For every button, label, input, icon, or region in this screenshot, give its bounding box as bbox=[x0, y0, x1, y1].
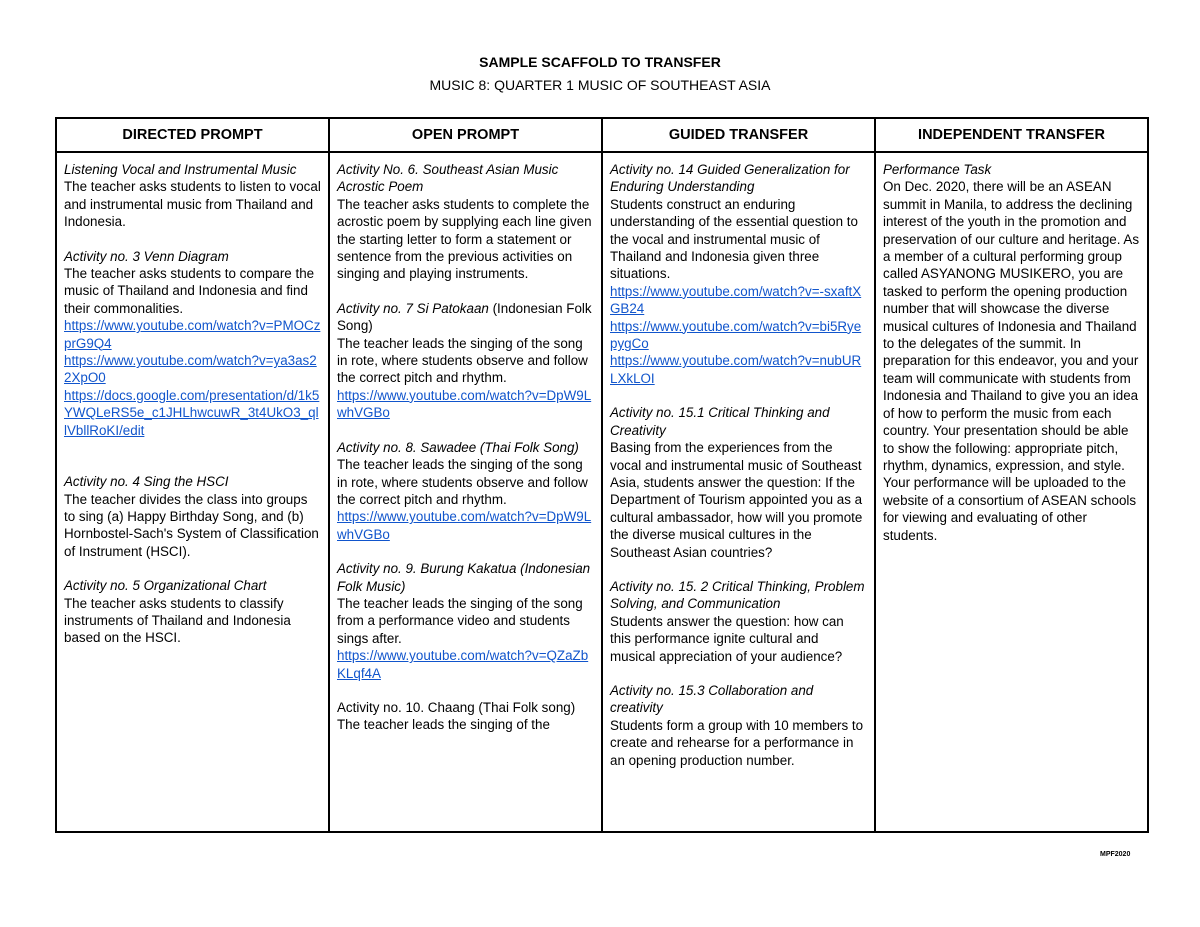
footer-code: MPF2020 bbox=[1100, 851, 1131, 858]
resource-link[interactable]: https://www.youtube.com/watch?v=ya3as22XpO0 bbox=[64, 353, 317, 386]
activity-text: The teacher leads the singing of the song in rote, where students observe and follow the correct pitch and rhythm. bbox=[337, 335, 588, 386]
activity-text: The teacher asks students to complete the acrostic poem by supplying each line given the starting letter to form a statement or sentence from the previous activities on singing and playing instruments. bbox=[337, 196, 592, 282]
guided-transfer-cell bbox=[602, 152, 875, 832]
resource-link[interactable]: https://www.youtube.com/watch?v=-sxaftXGB24 bbox=[610, 283, 862, 317]
page-subtitle: MUSIC 8: QUARTER 1 MUSIC OF SOUTHEAST ASIA bbox=[429, 77, 771, 93]
activity-text: The teacher asks students to classify instruments of Thailand and Indonesia based on the HSCI. bbox=[64, 595, 291, 646]
open-prompt-cell bbox=[329, 152, 602, 832]
activity-text: Students answer the question: how can this performance ignite cultural and musical appreciation of your audience? bbox=[610, 613, 844, 664]
resource-link[interactable]: https://www.youtube.com/watch?v=nubURLXkLOI bbox=[610, 353, 862, 386]
activity-text: The teacher divides the class into groups to sing (a) Happy Birthday Song, and (b) Hornbostel-Sach's System of Classification of Instrument (HSCI). bbox=[64, 491, 319, 559]
table-header-row bbox=[56, 118, 1148, 152]
activity-title-line bbox=[337, 300, 594, 335]
activity-title: Activity no. 15.3 Collaboration and creativity bbox=[610, 682, 814, 716]
activity-text: The teacher leads the singing of the bbox=[337, 717, 550, 733]
activity-text: Basing from the experiences from the vocal and instrumental music of Southeast Asia, students answer the question: If the Department of Tourism appointed you as a cultural ambassador, how will you promote the diverse musical cultures in the Southeast Asian countries? bbox=[610, 440, 863, 560]
activity-title: Activity no. 9. Burung Kakatua (Indonesian Folk Music) bbox=[337, 561, 591, 594]
resource-link[interactable]: https://www.youtube.com/watch?v=QZaZbKLqf4A bbox=[337, 648, 589, 681]
activity-text: The teacher leads the singing of the song from a performance video and students sings after. bbox=[337, 595, 583, 646]
activity-title-suffix: (Indonesian Folk Song) bbox=[337, 300, 592, 334]
activity-title: Activity no. 10. Chaang (Thai Folk song) bbox=[337, 699, 576, 715]
resource-link[interactable]: https://www.youtube.com/watch?v=DpW9LwhVGBo bbox=[337, 387, 592, 421]
resource-link[interactable]: https://docs.google.com/presentation/d/1k5YWQLeRS5e_c1JHLhwcuwR_3t4UkO3_qllVbllRoKI/edit bbox=[64, 387, 320, 438]
activity-text: The teacher asks students to listen to vocal and instrumental music from Thailand and Indonesia. bbox=[64, 179, 321, 230]
column-header-directed: DIRECTED PROMPT bbox=[56, 118, 329, 152]
independent-transfer-cell bbox=[875, 152, 1148, 832]
activity-title: Activity no. 3 Venn Diagram bbox=[64, 248, 229, 264]
resource-link[interactable]: https://www.youtube.com/watch?v=PMOCzprG9Q4 bbox=[64, 318, 321, 351]
resource-link[interactable]: https://www.youtube.com/watch?v=DpW9LwhVGBo bbox=[337, 509, 592, 542]
column-header-open: OPEN PROMPT bbox=[329, 118, 602, 152]
column-header-independent: INDEPENDENT TRANSFER bbox=[875, 118, 1148, 152]
activity-title: Activity no. 7 Si Patokaan bbox=[337, 300, 489, 316]
activity-title: Performance Task bbox=[883, 162, 992, 177]
activity-title: Activity no. 14 Guided Generalization for Enduring Understanding bbox=[610, 162, 850, 195]
activity-title: Activity no. 15.1 Critical Thinking and Creativity bbox=[610, 405, 830, 438]
activity-title: Activity no. 8. Sawadee (Thai Folk Song) bbox=[337, 439, 579, 455]
table-body-row bbox=[56, 152, 1148, 832]
activity-title: Activity No. 6. Southeast Asian Music Acrostic Poem bbox=[337, 162, 559, 195]
activity-text: Students form a group with 10 members to create and rehearse for a performance in an opening production number. bbox=[610, 717, 864, 768]
resource-link[interactable]: https://www.youtube.com/watch?v=bi5RyepygCo bbox=[610, 318, 862, 352]
activity-title: Activity no. 15. 2 Critical Thinking, Problem Solving, and Communication bbox=[610, 578, 865, 612]
activity-text: Students construct an enduring understanding of the essential question to the vocal and instrumental music of Thailand and Indonesia given three situations. bbox=[610, 196, 858, 282]
column-header-guided: GUIDED TRANSFER bbox=[602, 118, 875, 152]
scaffold-table bbox=[55, 117, 1149, 833]
directed-prompt-cell bbox=[56, 152, 329, 832]
page-title: SAMPLE SCAFFOLD TO TRANSFER bbox=[479, 54, 721, 70]
activity-title: Activity no. 4 Sing the HSCI bbox=[64, 474, 229, 490]
activity-text: The teacher leads the singing of the song in rote, where students observe and follow the correct pitch and rhythm. bbox=[337, 457, 588, 507]
activity-text: On Dec. 2020, there will be an ASEAN summit in Manila, to address the declining interest of the youth in the promotion and preservation of our culture and heritage. As a member of a cultural performing group called ASYANONG MUSIKERO, you are tasked to perform the opening production number that will showcase the diverse musical cultures of Indonesia and Thailand to the delegates of the summit. In preparation for this endeavor, you and your team will communicate with students from Indonesia and Thailand to give you an idea of how to perform the music from each country. Your presentation should be able to show the following: appropriate pitch, rhythm, dynamics, expression, and style. Your performance will be uploaded to the website of a consortium of ASEAN schools for viewing and evaluating of other students. bbox=[883, 179, 1140, 543]
activity-text: The teacher asks students to compare the music of Thailand and Indonesia and find their commonalities. bbox=[64, 266, 315, 316]
activity-title: Listening Vocal and Instrumental Music bbox=[64, 162, 297, 177]
activity-title: Activity no. 5 Organizational Chart bbox=[64, 578, 267, 594]
